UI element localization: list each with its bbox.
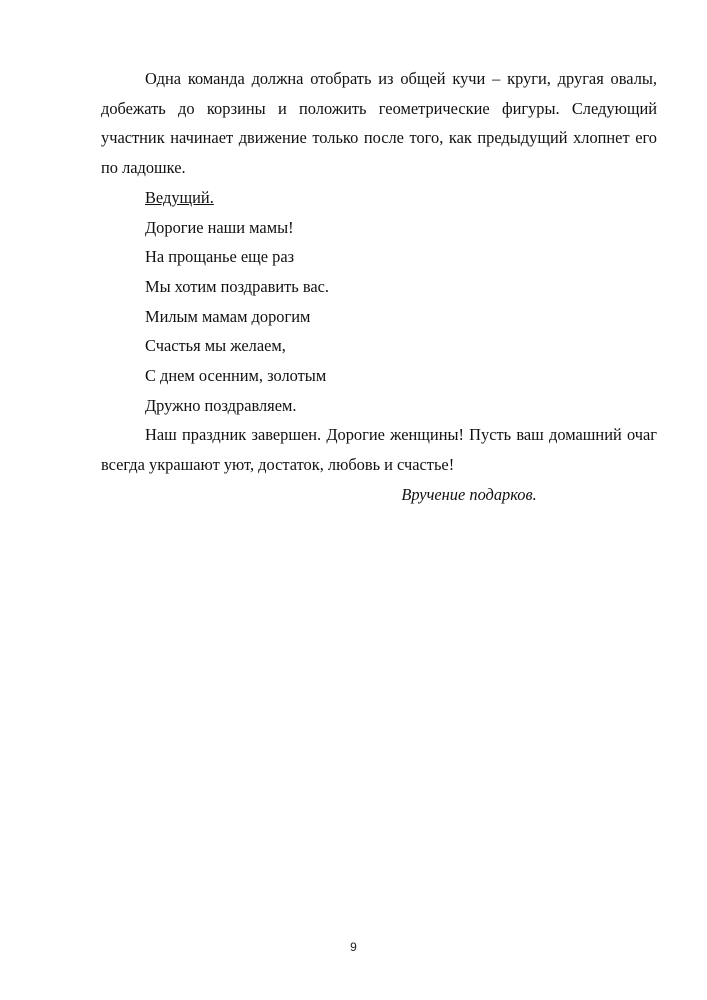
poem-line: Дорогие наши мамы! [145,217,294,237]
final-paragraph: Наш праздник завершен. Дорогие женщины! Пусть ваш домашний очаг всегда украшают уют, достаток, любовь и счастье! [101,425,657,475]
poem-line: Дружно поздравляем. [145,395,297,415]
speaker-label [101,183,657,213]
intro-paragraph: Одна команда должна отобрать из общей кучи – круги, другая овалы, добежать до корзины и положить геометрические фигуры. Следующий участник начинает движение только после того, как предыдущий хлопнет его по ладошке. [101,69,657,178]
poem-line: Счастья мы желаем, [145,336,286,356]
speaker-label-text: Ведущий. [145,187,214,207]
page-content [101,64,657,510]
poem-line: С днем осенним, золотым [145,366,327,386]
poem-line: На прощанье еще раз [145,247,295,267]
page-number: 9 [350,940,357,954]
poem-line: Мы хотим поздравить вас. [145,276,330,296]
poem-line: Милым мамам дорогим [145,306,311,326]
closing-note: Вручение подарков. [401,484,537,504]
